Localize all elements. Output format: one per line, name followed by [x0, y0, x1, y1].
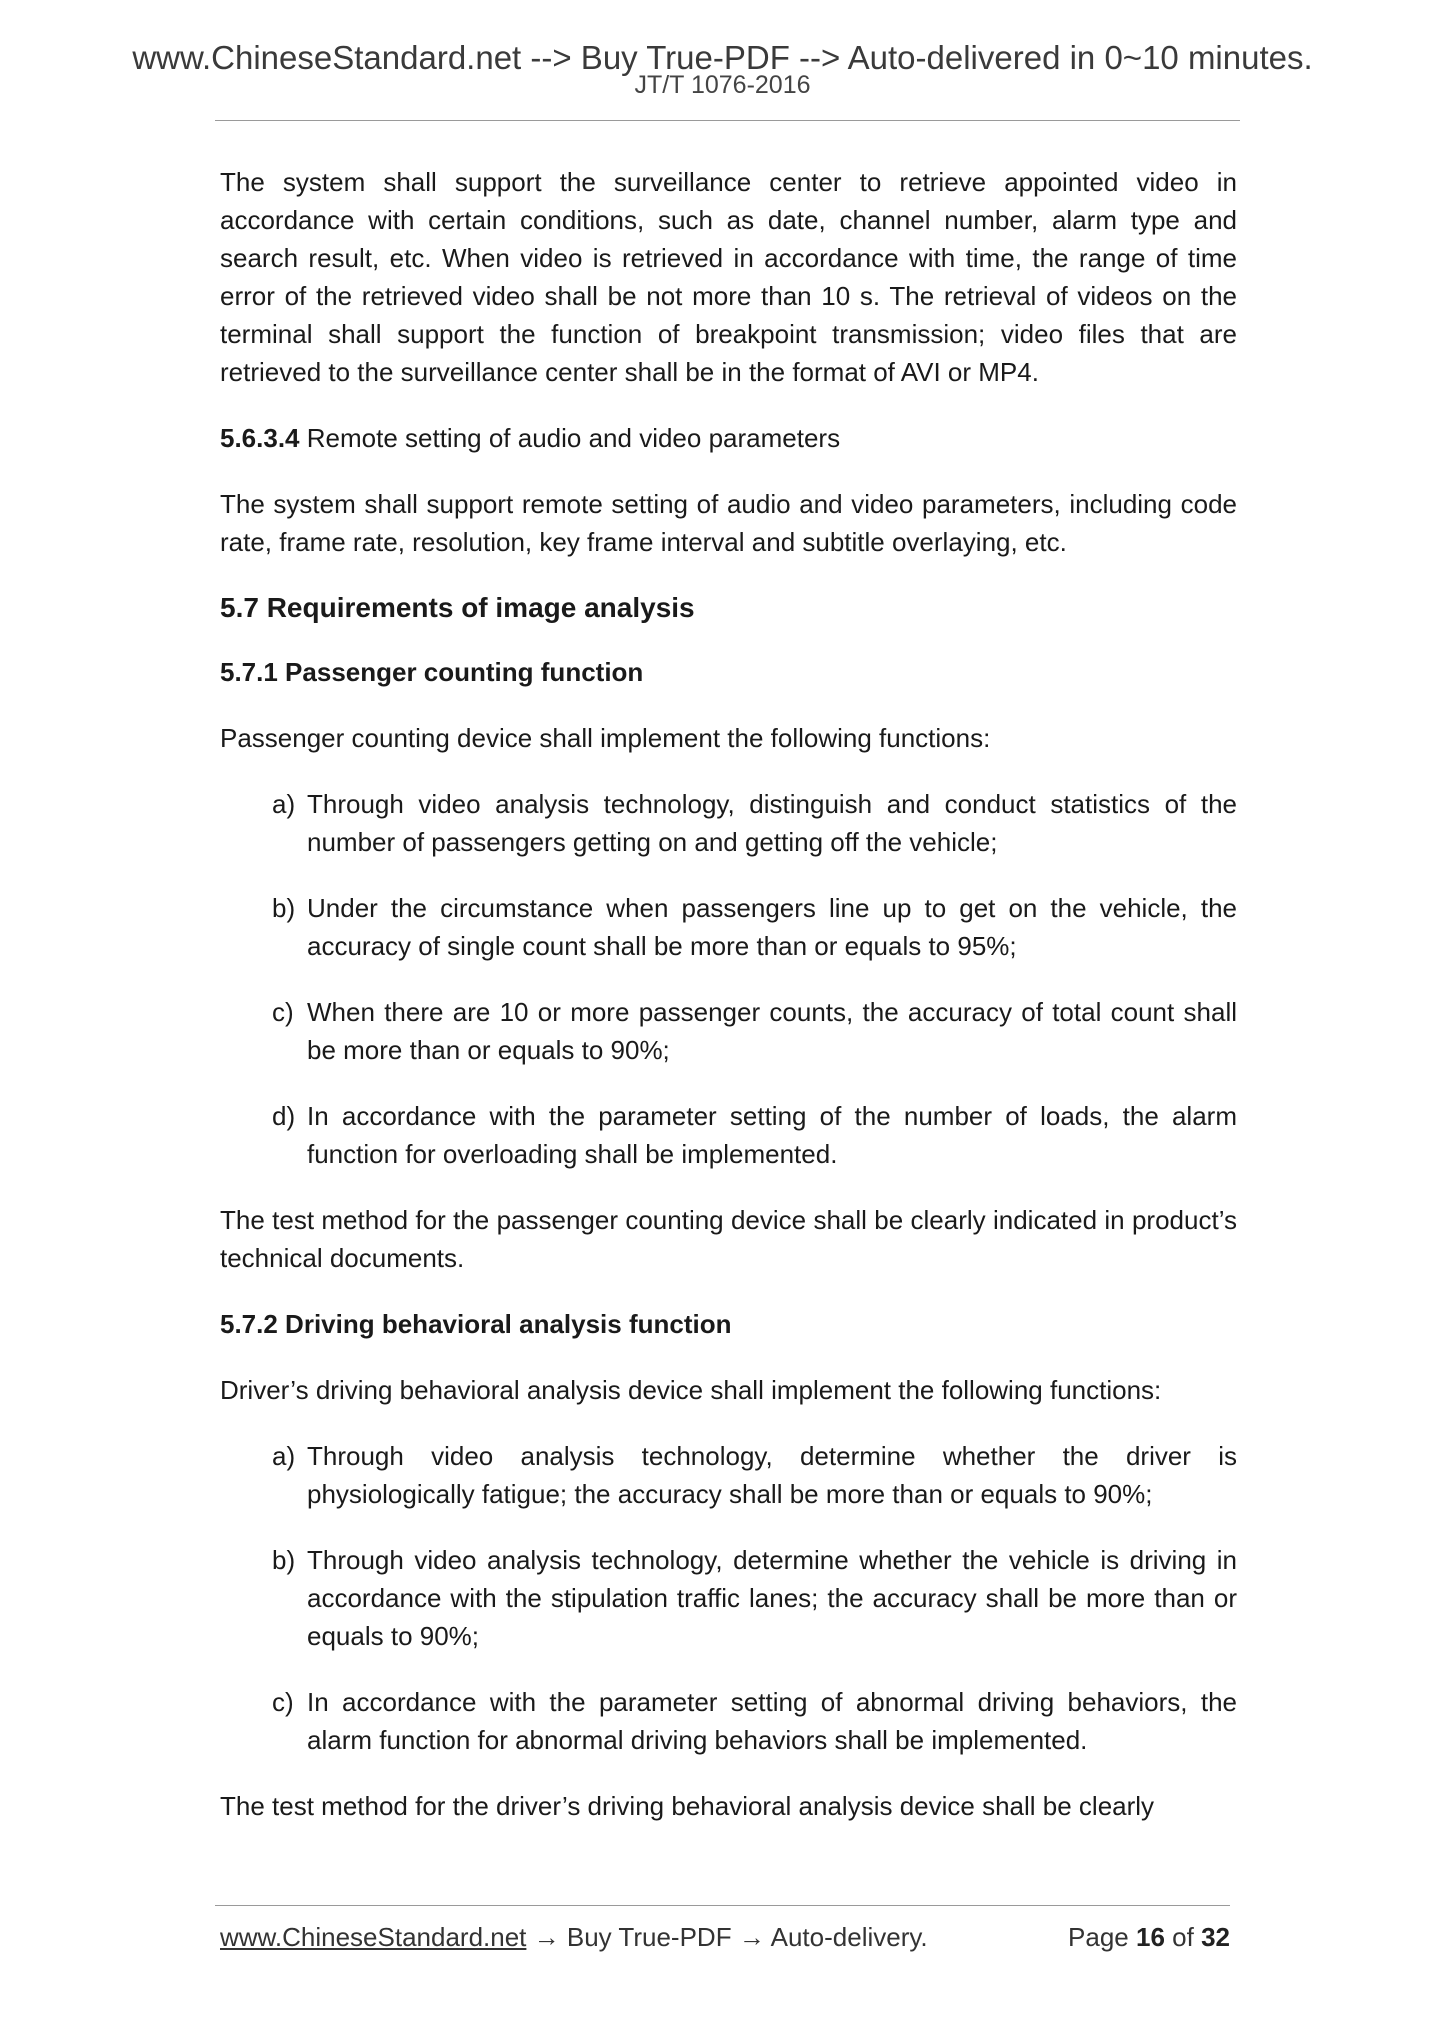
current-page: 16 — [1136, 1922, 1165, 1952]
footer-links — [220, 1922, 928, 1953]
list-item-text: When there are 10 or more passenger counts, the accuracy of total count shall be more than or equals to 90%; — [307, 997, 1237, 1065]
header-divider — [215, 120, 1240, 121]
list-item-text: Through video analysis technology, distinguish and conduct statistics of the number of passengers getting on and getting off the vehicle; — [307, 789, 1237, 857]
paragraph-passenger-counting-test: The test method for the passenger counting device shall be clearly indicated in product’s technical documents. — [220, 1205, 1237, 1273]
site-banner: www.ChineseStandard.net --> Buy True-PDF --> Auto-delivered in 0~10 minutes. — [132, 39, 1313, 76]
list-item-label: d) — [272, 1101, 296, 1131]
clause-title: Remote setting of audio and video parameters — [306, 423, 841, 453]
list-item-text: In accordance with the parameter setting of the number of loads, the alarm function for overloading shall be implemented. — [307, 1101, 1237, 1169]
list-item-label: a) — [272, 789, 296, 819]
page-footer — [220, 1922, 1230, 1962]
list-item-label: c) — [272, 997, 294, 1027]
document-code: JT/T 1076-2016 — [634, 71, 811, 99]
list-item-text: Under the circumstance when passengers line up to get on the vehicle, the accuracy of single count shall be more than or equals to 95%; — [307, 893, 1237, 961]
list-item-text: In accordance with the parameter setting of abnormal driving behaviors, the alarm function for abnormal driving behaviors shall be implemented. — [307, 1687, 1237, 1755]
clause-number: 5.6.3.4 — [220, 423, 300, 453]
site-link[interactable]: www.ChineseStandard.net — [220, 1922, 527, 1952]
paragraph-remote-setting: The system shall support remote setting of audio and video parameters, including code rate, frame rate, resolution, key frame interval and subtitle overlaying, etc. — [220, 489, 1237, 557]
subsection-heading-5-7-2: 5.7.2 Driving behavioral analysis function — [220, 1309, 732, 1339]
list-item — [220, 889, 1237, 965]
list-item-label: c) — [272, 1687, 294, 1717]
total-pages: 32 — [1201, 1922, 1230, 1952]
list-item — [220, 785, 1237, 861]
paragraph-driving-behavior-intro: Driver’s driving behavioral analysis device shall implement the following functions: — [220, 1375, 1162, 1405]
page-number — [1068, 1922, 1230, 1953]
paragraph-driving-behavior-test: The test method for the driver’s driving behavioral analysis device shall be clearly — [220, 1791, 1155, 1821]
auto-delivery-text: Auto-delivery. — [770, 1922, 928, 1952]
page-label: Page — [1068, 1922, 1129, 1952]
paragraph-video-retrieval: The system shall support the surveillance center to retrieve appointed video in accordance with certain conditions, such as date, channel number, alarm type and search result, etc. When video is retrieved in accordance with time, the range of time error of the retrieved video shall be not more than 10 s. The retrieval of videos on the terminal shall support the function of breakpoint transmission; video files that are retrieved to the surveillance center shall be in the format of AVI or MP4. — [220, 167, 1237, 387]
footer-divider — [215, 1905, 1230, 1906]
section-heading-5-7: 5.7 Requirements of image analysis — [220, 592, 695, 623]
list-item-label: a) — [272, 1441, 296, 1471]
clause-5-6-3-4 — [220, 419, 1237, 457]
subsection-heading-5-7-1: 5.7.1 Passenger counting function — [220, 657, 644, 687]
list-item-text: Through video analysis technology, determine whether the vehicle is driving in accordance with the stipulation traffic lanes; the accuracy shall be more than or equals to 90%; — [307, 1545, 1237, 1651]
list-item-text: Through video analysis technology, determine whether the driver is physiologically fatigue; the accuracy shall be more than or equals to 90%; — [307, 1441, 1237, 1509]
paragraph-passenger-counting-intro: Passenger counting device shall implement the following functions: — [220, 723, 991, 753]
buy-pdf-link: Buy True-PDF — [566, 1922, 732, 1952]
arrow-right-icon: → — [738, 1922, 765, 1952]
of-label: of — [1172, 1922, 1194, 1952]
list-item — [220, 993, 1237, 1069]
page-content — [220, 163, 1237, 1853]
list-item — [220, 1437, 1237, 1513]
list-item-label: b) — [272, 893, 296, 923]
list-item — [220, 1097, 1237, 1173]
list-item — [220, 1541, 1237, 1655]
arrow-right-icon: → — [533, 1922, 560, 1952]
list-item-label: b) — [272, 1545, 296, 1575]
list-item — [220, 1683, 1237, 1759]
